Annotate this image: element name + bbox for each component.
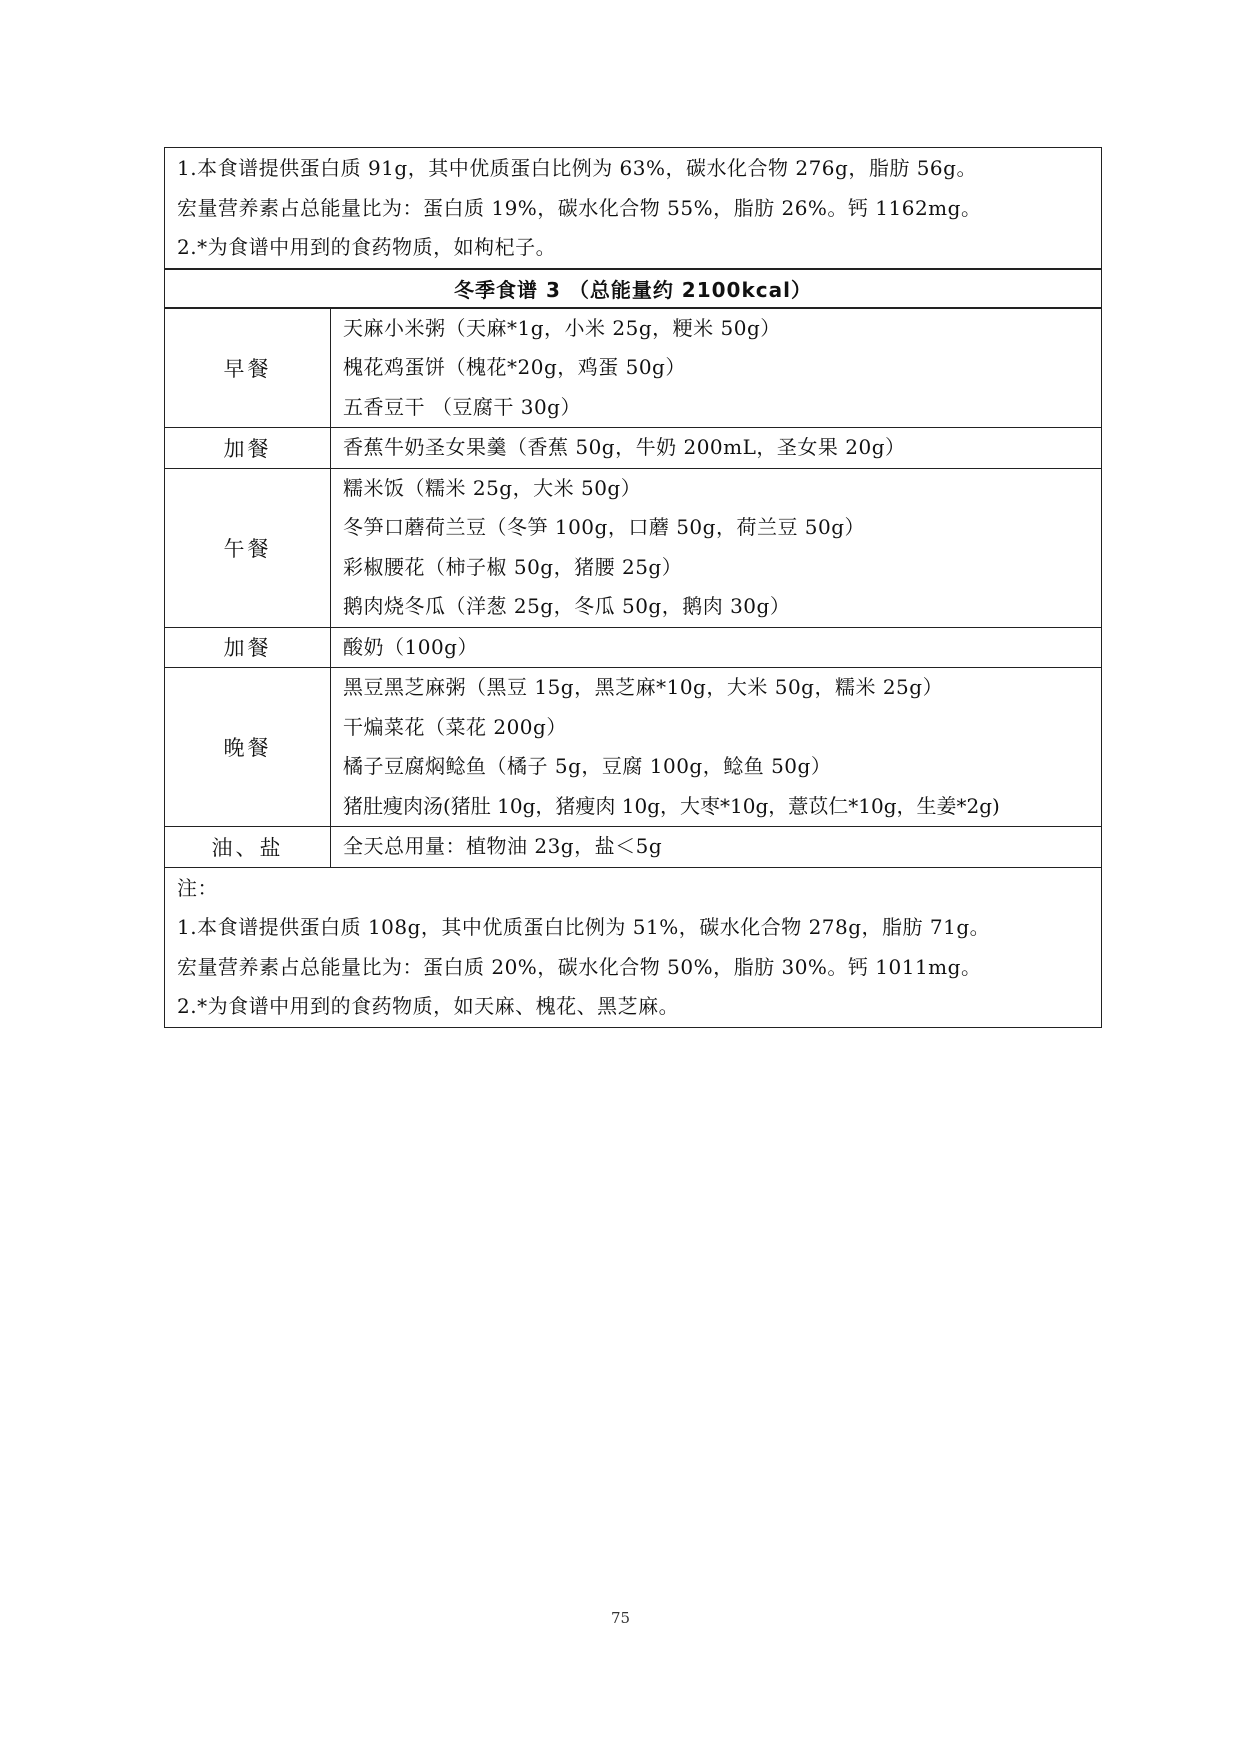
top-note-line: 1.本食谱提供蛋白质 91g，其中优质蛋白比例为 63%，碳水化合物 276g，脂肪 56g。 — [177, 156, 977, 180]
top-notes-row — [165, 148, 1102, 269]
dish-item: 酸奶（100g） — [343, 634, 478, 659]
meal-name: 午餐 — [165, 468, 331, 627]
dish-item: 全天总用量：植物油 23g，盐＜5g — [343, 834, 663, 858]
meal-name: 加餐 — [165, 428, 331, 469]
meal-name: 晚餐 — [165, 668, 331, 827]
dish-item: 猪肚瘦肉汤(猪肚 10g，猪瘦肉 10g，大枣*10g，薏苡仁*10g，生姜*2g) — [343, 793, 1000, 818]
top-note-line: 宏量营养素占总能量比为：蛋白质 19%，碳水化合物 55%，脂肪 26%。钙 1162mg。 — [177, 195, 982, 220]
dish-item: 干煸菜花（菜花 200g） — [343, 714, 567, 739]
page-number: 75 — [610, 1609, 631, 1627]
dish-item: 鹅肉烧冬瓜（洋葱 25g，冬瓜 50g，鹅肉 30g） — [343, 594, 791, 618]
meal-row-snack-afternoon — [165, 627, 1102, 668]
dish-item: 糯米饭（糯米 25g，大米 50g） — [343, 475, 642, 500]
meal-row-breakfast — [165, 308, 1102, 428]
bottom-notes-cell — [165, 867, 1102, 1027]
bottom-note-line: 2.*为食谱中用到的食药物质，如天麻、槐花、黑芝麻。 — [177, 994, 680, 1018]
notes-heading: 注： — [177, 875, 218, 900]
meal-row-oil-salt — [165, 827, 1102, 868]
meal-items — [331, 468, 1102, 627]
dish-item: 橘子豆腐焖鲶鱼（橘子 5g，豆腐 100g，鲶鱼 50g） — [343, 754, 832, 778]
meal-items — [331, 668, 1102, 827]
bottom-notes-row — [165, 867, 1102, 1027]
meal-name: 加餐 — [165, 627, 331, 668]
meal-name: 油、盐 — [165, 827, 331, 868]
winter-menu-table — [164, 147, 1102, 1028]
meal-row-dinner — [165, 668, 1102, 827]
dish-item: 天麻小米粥（天麻*1g，小米 25g，粳米 50g） — [343, 315, 781, 340]
meal-row-lunch — [165, 468, 1102, 627]
meal-items — [331, 428, 1102, 469]
meal-row-snack-morning — [165, 428, 1102, 469]
meal-items — [331, 308, 1102, 428]
top-note-line: 2.*为食谱中用到的食药物质，如枸杞子。 — [177, 235, 557, 259]
dish-item: 槐花鸡蛋饼（槐花*20g，鸡蛋 50g） — [343, 355, 686, 379]
menu-title: 冬季食谱 3 （总能量约 2100kcal） — [165, 269, 1102, 308]
meal-items — [331, 827, 1102, 868]
dish-item: 冬笋口蘑荷兰豆（冬笋 100g，口蘑 50g，荷兰豆 50g） — [343, 515, 866, 539]
top-notes-cell — [165, 148, 1102, 269]
menu-title-row — [165, 269, 1102, 308]
meal-name: 早餐 — [165, 308, 331, 428]
dish-item: 黑豆黑芝麻粥（黑豆 15g，黑芝麻*10g，大米 50g，糯米 25g） — [343, 675, 944, 699]
meal-items — [331, 627, 1102, 668]
dish-item: 彩椒腰花（柿子椒 50g，猪腰 25g） — [343, 554, 683, 579]
bottom-note-line: 宏量营养素占总能量比为：蛋白质 20%，碳水化合物 50%，脂肪 30%。钙 1011mg。 — [177, 954, 982, 979]
bottom-note-line: 1.本食谱提供蛋白质 108g，其中优质蛋白比例为 51%，碳水化合物 278g，脂肪 71g。 — [177, 915, 991, 939]
dish-item: 香蕉牛奶圣女果羹（香蕉 50g，牛奶 200mL，圣女果 20g） — [343, 435, 906, 459]
dish-item: 五香豆干 （豆腐干 30g） — [343, 394, 581, 419]
